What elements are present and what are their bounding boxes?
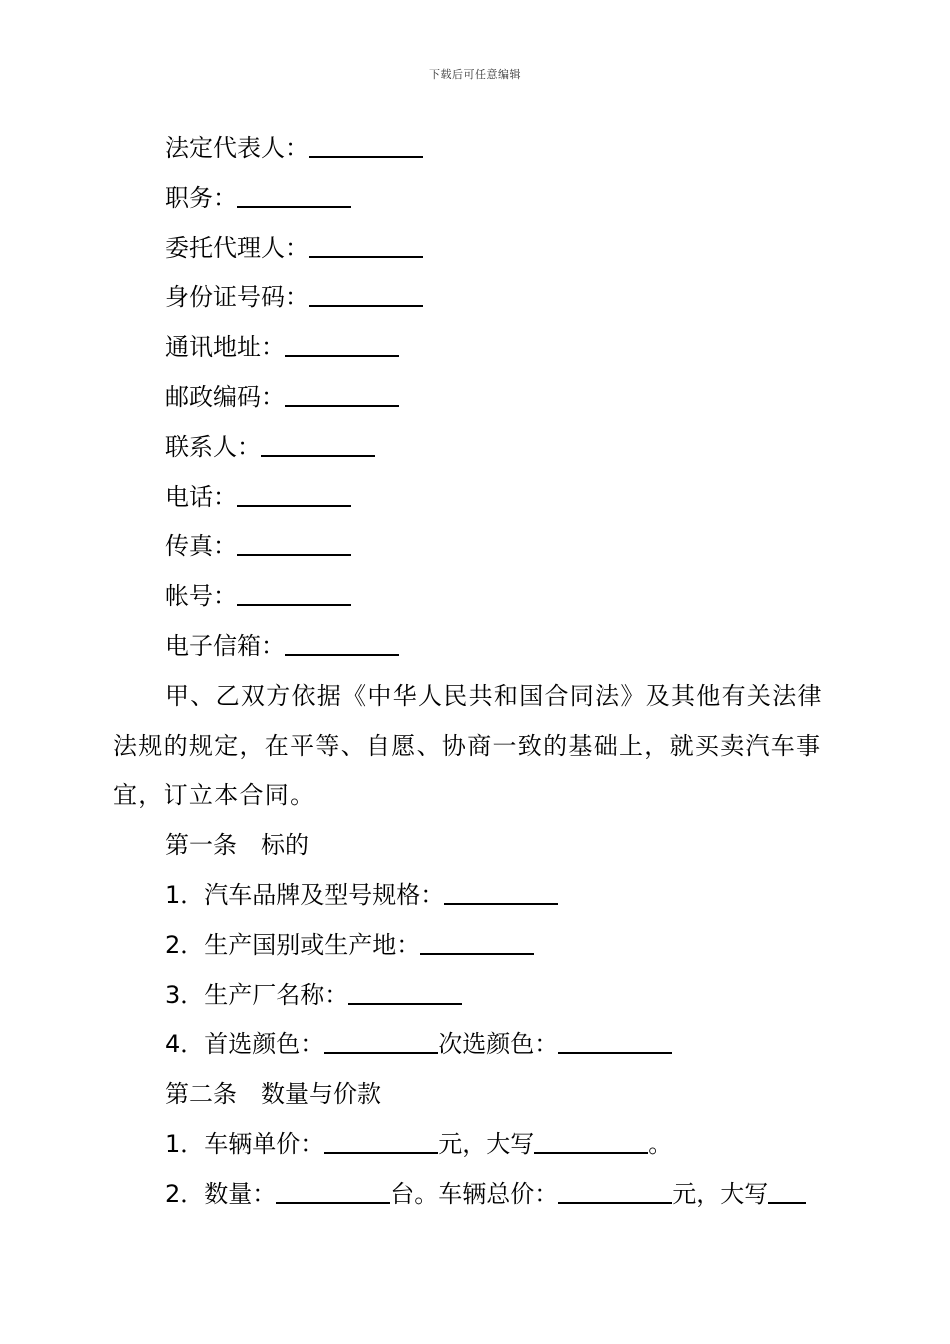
- item-end: 。: [648, 1129, 673, 1158]
- item-label: 生产厂名称：: [204, 980, 349, 1009]
- page-header-note: 下载后可任意编辑: [429, 68, 521, 81]
- item-label: 生产国别或生产地：: [204, 930, 421, 959]
- field-address: [113, 323, 843, 373]
- fill-blank[interactable]: [237, 582, 351, 606]
- field-email: [113, 622, 843, 672]
- fill-blank[interactable]: [276, 1180, 390, 1204]
- fill-blank[interactable]: [444, 881, 558, 905]
- fill-blank[interactable]: [237, 483, 351, 507]
- article-1-item-2: [113, 921, 843, 971]
- fill-blank[interactable]: [285, 383, 399, 407]
- article-title: 标的: [261, 831, 309, 860]
- field-label: 邮政编码：: [165, 382, 285, 411]
- item-label: 首选颜色：: [204, 1030, 325, 1059]
- intro-paragraph: 甲、乙双方依据《中华人民共和国合同法》及其他有关法律法规的规定，在平等、自愿、协商一致的基础上，就买卖汽车事宜，订立本合同。: [113, 681, 823, 810]
- fill-blank[interactable]: [309, 134, 423, 158]
- item-label: 车辆单价：: [204, 1129, 325, 1158]
- fill-blank[interactable]: [558, 1180, 672, 1204]
- item-label: 汽车品牌及型号规格：: [204, 880, 445, 909]
- field-label: 联系人：: [165, 432, 261, 461]
- article-2-heading: [113, 1070, 843, 1120]
- field-id-number: [113, 273, 843, 323]
- item-unit: 台。车辆总价：: [390, 1179, 559, 1208]
- article-number: 第二条: [165, 1080, 237, 1109]
- fill-blank[interactable]: [237, 184, 351, 208]
- item-number: 1．: [165, 880, 205, 909]
- item-label: 数量：: [204, 1179, 277, 1208]
- article-number: 第一条: [165, 831, 237, 860]
- field-postal-code: [113, 373, 843, 423]
- item-unit: 元，大写: [438, 1129, 535, 1158]
- field-label: 身份证号码：: [165, 283, 309, 312]
- field-label: 法定代表人：: [165, 134, 309, 162]
- fill-blank[interactable]: [558, 1030, 672, 1054]
- field-fax: [113, 522, 843, 572]
- fill-blank[interactable]: [285, 632, 399, 656]
- fill-blank[interactable]: [768, 1180, 806, 1204]
- field-label: 电话：: [165, 482, 237, 511]
- fill-blank[interactable]: [420, 931, 534, 955]
- item-number: 2．: [165, 930, 205, 959]
- fill-blank[interactable]: [348, 981, 462, 1005]
- article-1-item-3: [113, 971, 843, 1021]
- fill-blank[interactable]: [309, 283, 423, 307]
- field-authorized-agent: [113, 224, 843, 274]
- field-label: 电子信箱：: [165, 631, 285, 660]
- field-label: 通讯地址：: [165, 333, 285, 362]
- article-1-item-4: [113, 1020, 843, 1070]
- fill-blank[interactable]: [285, 333, 399, 357]
- field-legal-representative: [113, 124, 843, 174]
- article-2-item-2: [113, 1170, 843, 1220]
- field-account: [113, 572, 843, 622]
- item-number: 4．: [165, 1030, 205, 1059]
- article-1-heading: [113, 821, 843, 871]
- field-phone: [113, 473, 843, 523]
- field-label: 传真：: [165, 532, 237, 561]
- fill-blank[interactable]: [324, 1030, 438, 1054]
- field-contact-person: [113, 423, 843, 473]
- item-number: 2．: [165, 1179, 205, 1208]
- article-title: 数量与价款: [261, 1080, 381, 1109]
- article-1-item-1: [113, 871, 843, 921]
- field-label: 帐号：: [165, 582, 237, 611]
- item-number: 1．: [165, 1129, 205, 1158]
- field-label: 职务：: [165, 183, 237, 212]
- article-2-item-1: [113, 1120, 843, 1170]
- fill-blank[interactable]: [237, 532, 351, 556]
- field-label: 委托代理人：: [165, 233, 309, 262]
- field-position: [113, 174, 843, 224]
- contract-body: [113, 124, 843, 1220]
- item-label: 次选颜色：: [438, 1030, 559, 1059]
- fill-blank[interactable]: [534, 1130, 648, 1154]
- fill-blank[interactable]: [324, 1130, 438, 1154]
- fill-blank[interactable]: [309, 234, 423, 258]
- item-number: 3．: [165, 980, 205, 1009]
- fill-blank[interactable]: [261, 433, 375, 457]
- item-unit: 元，大写: [672, 1179, 769, 1208]
